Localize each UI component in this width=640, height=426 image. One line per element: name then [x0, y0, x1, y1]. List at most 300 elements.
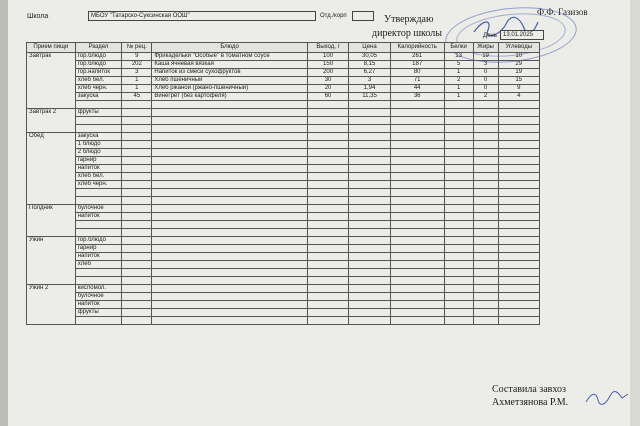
cell-section: напиток [75, 301, 122, 309]
cell-section [75, 229, 122, 237]
table-row [27, 53, 540, 61]
cell-section: гарнир [75, 245, 122, 253]
cell-carbs [498, 253, 540, 261]
col-calories: Калорийность [390, 43, 444, 53]
table-row [27, 101, 540, 109]
table-row [27, 213, 540, 221]
cell-calories [390, 261, 444, 269]
cell-recipe: 3 [122, 69, 152, 77]
cell-price: 8,15 [349, 61, 390, 69]
cell-carbs [498, 309, 540, 317]
cell-dish [152, 285, 307, 293]
cell-calories [390, 173, 444, 181]
cell-proteins [444, 301, 473, 309]
cell-carbs [498, 125, 540, 133]
date-box [500, 30, 544, 40]
table-row [27, 293, 540, 301]
cell-proteins: 5 [444, 61, 473, 69]
cell-calories [390, 157, 444, 165]
cell-fats [473, 317, 498, 325]
cell-recipe: 1 [122, 77, 152, 85]
cell-price [349, 189, 390, 197]
cell-price [349, 293, 390, 301]
cell-fats [473, 245, 498, 253]
cell-proteins [444, 157, 473, 165]
cell-price [349, 221, 390, 229]
cell-section: напиток [75, 213, 122, 221]
cell-yield [307, 245, 348, 253]
cell-fats [473, 133, 498, 141]
cell-yield [307, 309, 348, 317]
cell-carbs: 29 [498, 61, 540, 69]
table-row [27, 85, 540, 93]
cell-calories [390, 109, 444, 117]
cell-recipe [122, 109, 152, 117]
col-section: Раздел [75, 43, 122, 53]
cell-yield [307, 205, 348, 213]
menu-table [26, 42, 540, 325]
cell-yield [307, 189, 348, 197]
cell-recipe [122, 125, 152, 133]
cell-fats [473, 189, 498, 197]
cell-price: 30,05 [349, 53, 390, 61]
cell-price [349, 253, 390, 261]
col-recipe: № рец. [122, 43, 152, 53]
table-row [27, 189, 540, 197]
cell-recipe [122, 189, 152, 197]
cell-carbs [498, 181, 540, 189]
table-row [27, 141, 540, 149]
cell-proteins [444, 133, 473, 141]
cell-section [75, 317, 122, 325]
cell-dish [152, 157, 307, 165]
school-label: Школа [27, 13, 49, 20]
cell-price [349, 229, 390, 237]
cell-price [349, 101, 390, 109]
cell-fats [473, 285, 498, 293]
cell-yield [307, 253, 348, 261]
col-meal: Прием пищи [27, 43, 76, 53]
cell-price [349, 117, 390, 125]
cell-fats [473, 309, 498, 317]
cell-section: хлеб черн. [75, 181, 122, 189]
cell-carbs [498, 165, 540, 173]
cell-proteins [444, 141, 473, 149]
cell-fats [473, 229, 498, 237]
cell-carbs: 9 [498, 85, 540, 93]
cell-proteins [444, 237, 473, 245]
cell-recipe [122, 141, 152, 149]
cell-dish [152, 205, 307, 213]
cell-recipe [122, 101, 152, 109]
table-row [27, 109, 540, 117]
cell-price: 3 [349, 77, 390, 85]
cell-recipe [122, 269, 152, 277]
cell-price [349, 181, 390, 189]
cell-section [75, 277, 122, 285]
cell-yield [307, 213, 348, 221]
cell-fats [473, 253, 498, 261]
cell-yield: 20 [307, 85, 348, 93]
table-row [27, 285, 540, 293]
table-row [27, 77, 540, 85]
cell-section: хлеб бел. [75, 173, 122, 181]
cell-section [75, 197, 122, 205]
cell-carbs: 19 [498, 69, 540, 77]
cell-dish [152, 293, 307, 301]
meal-name: Ужин [27, 237, 76, 285]
cell-recipe [122, 285, 152, 293]
cell-recipe [122, 157, 152, 165]
cell-price [349, 197, 390, 205]
cell-section [75, 221, 122, 229]
cell-calories [390, 205, 444, 213]
cell-price [349, 269, 390, 277]
cell-carbs [498, 261, 540, 269]
cell-calories [390, 221, 444, 229]
cell-recipe [122, 309, 152, 317]
cell-fats [473, 197, 498, 205]
cell-proteins [444, 253, 473, 261]
cell-fats: 0 [473, 77, 498, 85]
table-row [27, 261, 540, 269]
cell-calories [390, 253, 444, 261]
table-row [27, 277, 540, 285]
cell-carbs [498, 293, 540, 301]
table-row [27, 229, 540, 237]
table-row [27, 253, 540, 261]
cell-section [75, 269, 122, 277]
cell-calories: 80 [390, 69, 444, 77]
cell-calories [390, 117, 444, 125]
cell-price: 1,94 [349, 85, 390, 93]
cell-section: кисломол. [75, 285, 122, 293]
cell-fats [473, 293, 498, 301]
table-row [27, 237, 540, 245]
cell-dish [152, 213, 307, 221]
cell-proteins [444, 309, 473, 317]
cell-dish [152, 229, 307, 237]
table-row [27, 133, 540, 141]
cell-yield [307, 181, 348, 189]
cell-recipe [122, 301, 152, 309]
cell-calories [390, 301, 444, 309]
cell-yield [307, 237, 348, 245]
cell-fats: 0 [473, 69, 498, 77]
table-row [27, 197, 540, 205]
table-row [27, 301, 540, 309]
cell-yield [307, 261, 348, 269]
cell-section: гор.напиток [75, 69, 122, 77]
cell-fats [473, 301, 498, 309]
table-row [27, 93, 540, 101]
cell-proteins: 1 [444, 85, 473, 93]
cell-yield [307, 173, 348, 181]
cell-section: 1 блюдо [75, 141, 122, 149]
cell-carbs [498, 317, 540, 325]
cell-yield: 200 [307, 69, 348, 77]
cell-yield [307, 101, 348, 109]
cell-price [349, 301, 390, 309]
cell-yield: 60 [307, 93, 348, 101]
cell-fats [473, 149, 498, 157]
table-row [27, 69, 540, 77]
cell-dish [152, 237, 307, 245]
cell-dish [152, 261, 307, 269]
cell-dish: Винегрет (без картофеля) [152, 93, 307, 101]
cell-proteins: 2 [444, 77, 473, 85]
col-yield: Выход, г [307, 43, 348, 53]
cell-recipe [122, 181, 152, 189]
cell-dish [152, 109, 307, 117]
cell-yield: 30 [307, 77, 348, 85]
table-row [27, 117, 540, 125]
cell-section: гор.блюдо [75, 61, 122, 69]
cell-section: напиток [75, 253, 122, 261]
date-value: 13.01.2025 [503, 32, 534, 38]
cell-fats [473, 173, 498, 181]
cell-carbs: 15 [498, 77, 540, 85]
cell-fats [473, 261, 498, 269]
cell-carbs [498, 229, 540, 237]
cell-proteins [444, 269, 473, 277]
cell-dish [152, 181, 307, 189]
cell-recipe [122, 221, 152, 229]
cell-fats [473, 181, 498, 189]
cell-proteins [444, 125, 473, 133]
cell-proteins [444, 101, 473, 109]
cell-section: фрукты [75, 109, 122, 117]
cell-calories [390, 269, 444, 277]
cell-section: фрукты [75, 309, 122, 317]
table-header-row [27, 43, 540, 53]
cell-yield [307, 301, 348, 309]
cell-carbs [498, 173, 540, 181]
cell-carbs [498, 237, 540, 245]
cell-recipe [122, 205, 152, 213]
cell-fats [473, 213, 498, 221]
cell-calories [390, 309, 444, 317]
meal-name: Полдник [27, 205, 76, 237]
meal-name: Ужин 2 [27, 285, 76, 325]
cell-calories [390, 237, 444, 245]
cell-carbs [498, 301, 540, 309]
cell-dish [152, 301, 307, 309]
cell-dish: Хлеб ржаной (ржано-пшеничный) [152, 85, 307, 93]
cell-proteins [444, 205, 473, 213]
cell-fats: 2 [473, 93, 498, 101]
cell-yield [307, 141, 348, 149]
cell-carbs: 4 [498, 93, 540, 101]
cell-carbs [498, 205, 540, 213]
cell-calories [390, 141, 444, 149]
cell-yield: 100 [307, 53, 348, 61]
cell-carbs [498, 213, 540, 221]
cell-proteins [444, 317, 473, 325]
cell-yield [307, 197, 348, 205]
cell-dish [152, 277, 307, 285]
cell-fats [473, 109, 498, 117]
cell-recipe [122, 253, 152, 261]
cell-fats [473, 101, 498, 109]
composer-name: Ахметзянова Р.М. [492, 397, 569, 408]
cell-price [349, 165, 390, 173]
cell-price: 6,27 [349, 69, 390, 77]
cell-calories [390, 317, 444, 325]
cell-fats [473, 165, 498, 173]
meal-name: Завтрак [27, 53, 76, 109]
cell-dish [152, 245, 307, 253]
cell-price [349, 173, 390, 181]
cell-proteins [444, 181, 473, 189]
cell-proteins [444, 173, 473, 181]
cell-section: булочное [75, 293, 122, 301]
composed-by-label: Составила завхоз [492, 384, 566, 395]
cell-dish [152, 269, 307, 277]
cell-carbs [498, 245, 540, 253]
cell-recipe: 45 [122, 93, 152, 101]
composer-signature [584, 388, 630, 406]
cell-proteins [444, 149, 473, 157]
cell-recipe [122, 237, 152, 245]
cell-recipe: 9 [122, 53, 152, 61]
cell-yield [307, 269, 348, 277]
cell-carbs [498, 221, 540, 229]
cell-dish: Фрикадельки "Особые" в томатном соусе [152, 53, 307, 61]
cell-section: закуска [75, 93, 122, 101]
cell-carbs [498, 285, 540, 293]
cell-calories: 71 [390, 77, 444, 85]
table-row [27, 269, 540, 277]
cell-carbs [498, 157, 540, 165]
meal-name: Завтрак 2 [27, 109, 76, 133]
cell-section [75, 125, 122, 133]
cell-price [349, 213, 390, 221]
cell-calories [390, 285, 444, 293]
cell-dish [152, 117, 307, 125]
cell-recipe: 1 [122, 85, 152, 93]
cell-calories [390, 101, 444, 109]
cell-fats [473, 237, 498, 245]
table-row [27, 173, 540, 181]
cell-yield [307, 317, 348, 325]
cell-fats [473, 221, 498, 229]
menu-body [27, 53, 540, 325]
cell-calories: 44 [390, 85, 444, 93]
cell-fats [473, 117, 498, 125]
cell-recipe [122, 117, 152, 125]
cell-proteins [444, 229, 473, 237]
cell-carbs: 10 [498, 53, 540, 61]
cell-recipe [122, 229, 152, 237]
director-name: Ф.Ф. Газизов [537, 7, 588, 17]
table-row [27, 181, 540, 189]
cell-price [349, 157, 390, 165]
cell-price [349, 205, 390, 213]
cell-price [349, 141, 390, 149]
cell-fats [473, 205, 498, 213]
cell-fats [473, 125, 498, 133]
cell-carbs [498, 141, 540, 149]
cell-section: хлеб [75, 261, 122, 269]
cell-calories [390, 277, 444, 285]
table-row [27, 245, 540, 253]
cell-dish [152, 101, 307, 109]
cell-section [75, 189, 122, 197]
cell-dish [152, 309, 307, 317]
department-box [352, 11, 374, 21]
table-row [27, 125, 540, 133]
col-carbs: Углеводы [498, 43, 540, 53]
cell-recipe [122, 197, 152, 205]
cell-yield [307, 109, 348, 117]
cell-recipe [122, 213, 152, 221]
cell-section: хлеб черн. [75, 85, 122, 93]
cell-yield [307, 293, 348, 301]
cell-calories [390, 165, 444, 173]
table-row [27, 149, 540, 157]
school-name-box [88, 11, 316, 21]
cell-carbs [498, 197, 540, 205]
table-row [27, 165, 540, 173]
cell-proteins [444, 117, 473, 125]
cell-calories: 187 [390, 61, 444, 69]
cell-calories [390, 245, 444, 253]
cell-calories [390, 293, 444, 301]
cell-recipe [122, 277, 152, 285]
cell-price [349, 309, 390, 317]
cell-recipe: 202 [122, 61, 152, 69]
col-fats: Жиры [473, 43, 498, 53]
cell-price [349, 125, 390, 133]
cell-fats: 0 [473, 85, 498, 93]
cell-dish [152, 133, 307, 141]
cell-yield [307, 125, 348, 133]
cell-proteins [444, 285, 473, 293]
cell-carbs [498, 109, 540, 117]
cell-dish: Каша ячневая вязкая [152, 61, 307, 69]
cell-dish [152, 221, 307, 229]
cell-section: гор.блюдо [75, 237, 122, 245]
cell-section: хлеб бел. [75, 77, 122, 85]
cell-dish [152, 165, 307, 173]
cell-proteins [444, 221, 473, 229]
cell-calories [390, 197, 444, 205]
cell-fats [473, 269, 498, 277]
page-edge-shadow [0, 0, 8, 426]
cell-proteins [444, 245, 473, 253]
table-row [27, 205, 540, 213]
cell-proteins [444, 109, 473, 117]
cell-calories: 36 [390, 93, 444, 101]
cell-recipe [122, 165, 152, 173]
cell-carbs [498, 149, 540, 157]
cell-recipe [122, 293, 152, 301]
cell-calories: 261 [390, 53, 444, 61]
cell-calories [390, 125, 444, 133]
cell-proteins [444, 197, 473, 205]
cell-proteins [444, 189, 473, 197]
cell-yield [307, 165, 348, 173]
cell-calories [390, 149, 444, 157]
col-dish: Блюдо [152, 43, 307, 53]
cell-dish [152, 317, 307, 325]
cell-calories [390, 229, 444, 237]
cell-section [75, 117, 122, 125]
cell-dish [152, 189, 307, 197]
cell-section: напиток [75, 165, 122, 173]
cell-dish: Хлеб пшеничный [152, 77, 307, 85]
